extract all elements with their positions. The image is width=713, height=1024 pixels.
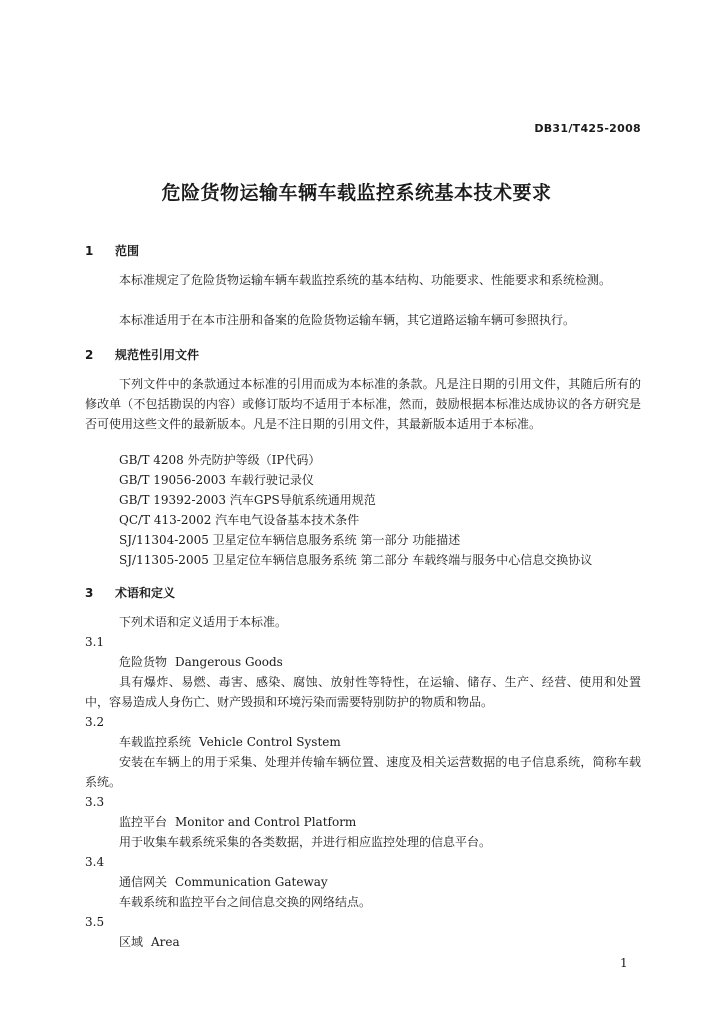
- reference-item: GB/T 19056-2003 车载行驶记录仪: [119, 473, 314, 487]
- term-zh: 车载监控系统: [119, 735, 192, 749]
- term-definition: 安装在车辆上的用于采集、处理并传输车辆位置、速度及相关运营数据的电子信息系统，简称车载系统。: [85, 755, 641, 789]
- term-en: Area: [151, 935, 180, 949]
- term-en: Vehicle Control System: [199, 735, 341, 749]
- term-name: [119, 812, 356, 832]
- term-definition: 用于收集车载系统采集的各类数据，并进行相应监控处理的信息平台。: [119, 835, 492, 849]
- page-title: 危险货物运输车辆车载监控系统基本技术要求: [161, 182, 552, 204]
- term-zh: 通信网关: [119, 875, 168, 889]
- term-zh: 监控平台: [119, 815, 168, 829]
- term-definition: 车载系统和监控平台之间信息交换的网络结点。: [119, 895, 372, 909]
- term-en: Communication Gateway: [175, 875, 328, 889]
- paragraph-scope-2: 本标准适用于在本市注册和备案的危险货物运输车辆，其它道路运输车辆可参照执行。: [119, 313, 576, 327]
- paragraph-scope-1: 本标准规定了危险货物运输车辆车载监控系统的基本结构、功能要求、性能要求和系统检测。: [119, 273, 612, 287]
- term-number: 3.2: [85, 715, 105, 729]
- document-number: DB31/T425-2008: [534, 122, 641, 135]
- section-title: 范围: [115, 244, 140, 258]
- term-number: 3.1: [85, 635, 105, 649]
- term-number: 3.5: [85, 915, 105, 929]
- term-number: 3.4: [85, 855, 105, 869]
- reference-item: SJ/11304-2005 卫星定位车辆信息服务系统 第一部分 功能描述: [119, 533, 461, 547]
- term-en: Monitor and Control Platform: [175, 815, 357, 829]
- reference-item: GB/T 4208 外壳防护等级（IP代码）: [119, 453, 321, 467]
- section-heading-3: [85, 584, 175, 601]
- term-number: 3.3: [85, 795, 105, 809]
- term-en: Dangerous Goods: [175, 655, 283, 669]
- term-name: [119, 732, 341, 752]
- section-number: 1: [85, 244, 94, 258]
- term-definition: 具有爆炸、易燃、毒害、感染、腐蚀、放射性等特性，在运输、储存、生产、经营、使用和处置中，容易造成人身伤亡、财产毁损和环境污染而需要特别防护的物质和物品。: [85, 675, 641, 709]
- section-title: 规范性引用文件: [115, 348, 200, 362]
- term-zh: 区域: [119, 935, 144, 949]
- reference-item: QC/T 413-2002 汽车电气设备基本技术条件: [119, 513, 360, 527]
- paragraph-references: 下列文件中的条款通过本标准的引用而成为本标准的条款。凡是注日期的引用文件，其随后所有的修改单（不包括勘误的内容）或修订版均不适用于本标准，然而，鼓励根据本标准达成协议的各方研究是否可使用这些文件的最新版本。凡是不注日期的引用文件，其最新版本适用于本标准。: [85, 377, 641, 431]
- section-number: 3: [85, 586, 94, 600]
- term-zh: 危险货物: [119, 655, 168, 669]
- section-title: 术语和定义: [115, 586, 176, 600]
- page-number: 1: [620, 956, 628, 970]
- section-number: 2: [85, 348, 94, 362]
- section-heading-2: [85, 346, 199, 363]
- term-name: [119, 652, 283, 672]
- term-name: [119, 932, 180, 952]
- terms-intro: 下列术语和定义适用于本标准。: [119, 615, 288, 629]
- reference-item: SJ/11305-2005 卫星定位车辆信息服务系统 第二部分 车载终端与服务中心信息交换协议: [119, 553, 593, 567]
- term-name: [119, 872, 328, 892]
- reference-item: GB/T 19392-2003 汽车GPS导航系统通用规范: [119, 493, 376, 507]
- section-heading-1: [85, 242, 139, 259]
